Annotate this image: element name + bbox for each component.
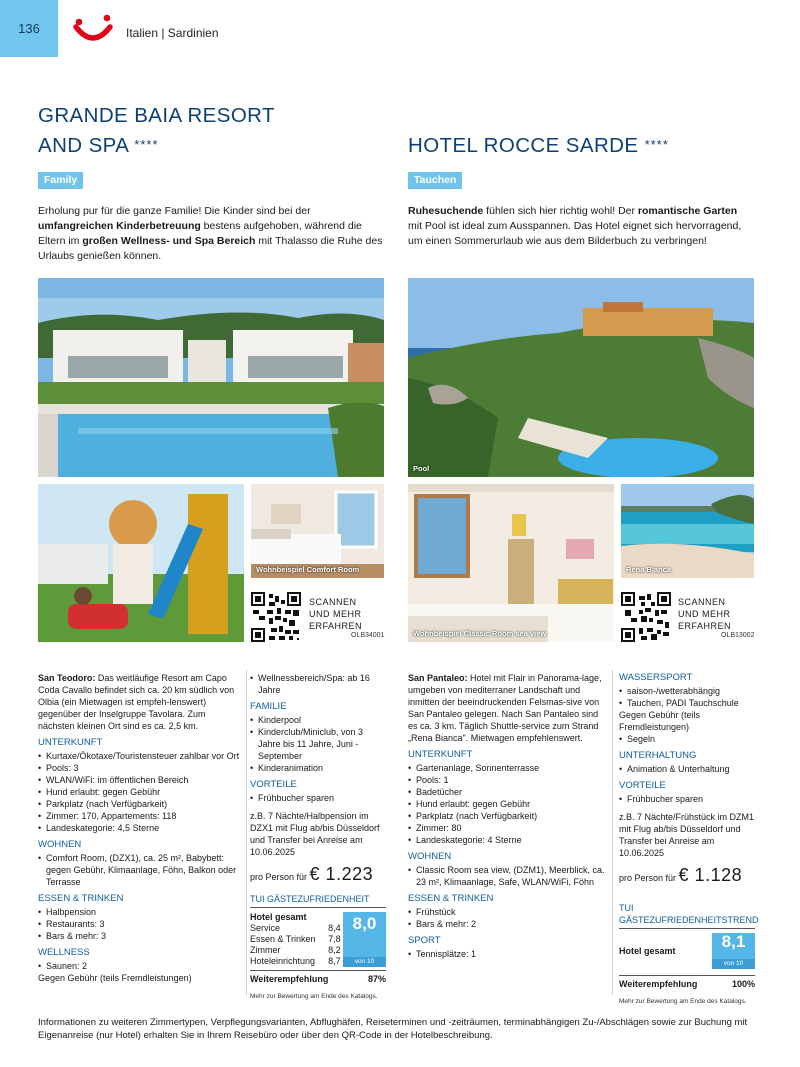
unterkunft-list: • Kurtaxe/Ökotaxe/Touristensteuer zahlbar vor Ort • Pools: 3 • WLAN/WiFi: im öffentlichen Bereich • Hund erlaubt: gegen Gebühr • Parkplatz (nach Verfügbarkeit) • Zimmer: 170, Appartements: 118 • Landeskategorie: 4,5 Sterne [38,750,240,834]
stars-icon: **** [644,137,669,152]
section-heading: WOHNEN [408,851,452,862]
essen-list: • Halbpension • Restaurants: 3 • Bars & mehr: 3 [38,906,240,942]
section-heading: VORTEILE [250,779,297,790]
catalog-code: OLB13002 [721,632,755,639]
satisfaction-box: Hotel gesamt Service 8,4 Essen & Trinken 7,8 Zimmer 8,2 Hoteleinrichtung 8,7 8,0 von 10 [250,912,386,967]
hotel2-details-col1 [408,672,608,960]
satisfaction-heading: TUI GÄSTEZUFRIEDENHEITSTREND [619,902,755,929]
rating-note: Mehr zur Bewertung am Ende des Katalogs. [619,998,747,1005]
section-heading: WASSERSPORT [619,672,693,683]
location-text: San Pantaleo: Hotel mit Flair in Panorama-lage, umgeben von mediterraner Landschaft und inmitten der beeindruckenden Felsmas-sive von San Pantaleo gelegen. Nach San Pantaleo sind es ca. 3 km. Täglich Shuttle-service zum Strand „Rena Bianca". Mietwagen empfehlenswert. [408,673,602,743]
wassersport-list: • Segeln [619,733,755,745]
comfort-room-photo [251,484,384,578]
photo-caption: Pool [413,464,430,473]
satisfaction-heading: TUI GÄSTEZUFRIEDENHEIT [250,893,386,908]
hotel1-details-col1 [38,672,240,984]
family-badge: Family [38,172,83,189]
beach-photo [621,484,754,578]
column-divider [246,670,247,995]
wellness-list: • Wellnessbereich/Spa: ab 16 Jahre [250,672,386,696]
scan-text: SCANNEN UND MEHR ERFAHREN [678,597,732,631]
breadcrumb: Italien | Sardinien [126,26,219,40]
wassersport-note: Gegen Gebühr (teils Fremdleistungen) [619,710,701,732]
section-heading: SPORT [408,935,441,946]
vorteile-list: • Frühbucher sparen [619,793,755,805]
familie-list: • Kinderpool • Kinderclub/Miniclub, von 3 Jahre bis 11 Jahre, Juni - September • Kinderanimation [250,714,386,774]
rating-note: Mehr zur Bewertung am Ende des Katalogs. [250,993,378,1000]
catalog-code: OLB34001 [351,632,385,639]
unterkunft-list: • Gartenanlage, Sonnenterrasse • Pools: 1 • Badetücher • Hund erlaubt: gegen Gebühr • Parkplatz (nach Verfügbarkeit) • Zimmer: 80 • Landeskategorie: 4 Sterne [408,762,608,846]
resort-pool-photo [38,278,384,477]
photo-caption: Rena Bianca [626,565,672,574]
unterhaltung-list: • Animation & Unterhaltung [619,763,755,775]
hotel1-title: GRANDE BAIA RESORT AND SPA **** [38,104,275,157]
qr-code-icon[interactable] [621,592,671,642]
section-heading: WELLNESS [38,947,90,958]
hotel2-details-col2 [619,672,759,1008]
scan-text: SCANNEN UND MEHR ERFAHREN [309,597,363,631]
wassersport-list: • saison-/wetterabhängig • Tauchen, PADI Tauchschule [619,685,755,709]
photo-caption: Wohnbeispiel Classic Room sea view [413,629,547,638]
hotel1-details-col2 [250,672,386,1003]
qr-code-icon[interactable] [251,592,301,642]
hotel2-title: HOTEL ROCCE SARDE **** [408,134,669,157]
price: pro Person für € 1.128 [619,865,743,885]
stars-icon: **** [134,137,159,152]
section-heading: UNTERHALTUNG [619,750,697,761]
kids-slide-photo [38,484,244,642]
wellness-list: • Saunen: 2 [38,960,240,972]
satisfaction-box: Hotel gesamt 8,1 von 10 [619,933,755,969]
score-badge: 8,0 von 10 [343,912,386,967]
photo-caption: Wohnbeispiel Comfort Room [256,565,360,574]
recommendation: Weiterempfehlung 100% [619,975,755,990]
section-heading: UNTERKUNFT [408,749,473,760]
location-text: San Teodoro: Das weitläufige Resort am Capo Coda Cavallo befindet sich ca. 20 km südlich von Olbia (ein Mietwagen ist empfeh-lenswert) gegenüber der Inselgruppe Tavolara. Zum nächsten kleinen Ort sind es ca. 2,5 km. [38,673,235,731]
offer-text: z.B. 7 Nächte/Halbpension im DZX1 mit Flug ab/bis Düsseldorf und Transfer bei Anreise am 10.06.2025 [250,811,380,857]
column-divider [612,670,613,995]
section-heading: VORTEILE [619,780,666,791]
section-heading: ESSEN & TRINKEN [408,893,494,904]
section-heading: UNTERKUNFT [38,737,103,748]
recommendation: Weiterempfehlung 87% [250,970,386,985]
hotel-garden-pool-photo [408,278,754,477]
sport-list: • Tennisplätze: 1 [408,948,608,960]
section-heading: ESSEN & TRINKEN [38,893,124,904]
tauchen-badge: Tauchen [408,172,462,189]
wohnen-list: • Classic Room sea view, (DZM1), Meerblick, ca. 23 m², Klimaanlage, Safe, WLAN/WiFi, Föhn [408,864,608,888]
wellness-note: Gegen Gebühr (teils Fremdleistungen) [38,973,192,983]
hotel2-intro: Ruhesuchende fühlen sich hier richtig wohl! Der romantische Garten mit Pool ist ideal zum Ausspannen. Das Hotel eignet sich hervorragend, um einen Sommerurlaub wie aus dem Bilderbuch zu verbringen! [408,205,742,247]
score-badge: 8,1 von 10 [712,933,755,969]
price: pro Person für € 1.223 [250,864,374,884]
section-heading: WOHNEN [38,839,82,850]
footer-note: Informationen zu weiteren Zimmertypen, Verpflegungsvarianten, Abflughäfen, Reiseterminen und -zeiträumen, terminabhängigen Zu-/Abschlägen sowie zur Buchung mit Eigenanreise (nur Hotel) erhalten Sie in Ihrem Reisebüro oder über den QR-Code in der Hotelbeschreibung. [38,1017,748,1041]
wohnen-list: • Comfort Room, (DZX1), ca. 25 m², Babybett: gegen Gebühr, Klimaanlage, Föhn, Balkon oder Terrasse [38,852,240,888]
classic-room-photo [408,484,614,642]
page-number: 136 [0,0,58,57]
hotel1-intro: Erholung pur für die ganze Familie! Die Kinder sind bei der umfangreichen Kinderbetreuung bestens aufgehoben, während die Eltern im großen Wellness- und Spa Bereich mit Thalasso die Ruhe des Urlaubs genießen können. [38,205,383,262]
essen-list: • Frühstück • Bars & mehr: 2 [408,906,608,930]
tui-logo-icon [72,13,114,47]
section-heading: FAMILIE [250,701,287,712]
offer-text: z.B. 7 Nächte/Frühstück im DZM1 mit Flug ab/bis Düsseldorf und Transfer bei Anreise am 10.06.2025 [619,812,755,858]
vorteile-list: • Frühbucher sparen [250,792,386,804]
